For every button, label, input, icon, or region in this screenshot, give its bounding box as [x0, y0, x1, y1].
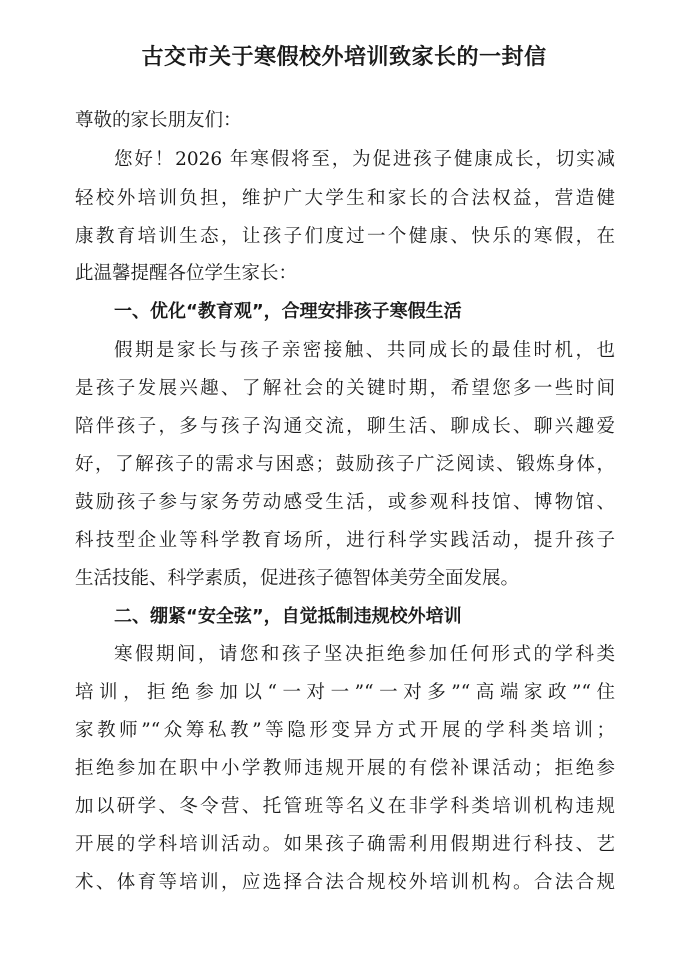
- document-title: 古交市关于寒假校外培训致家长的一封信: [141, 44, 547, 70]
- section-2-heading: 二、绷紧“安全弦”，自觉抵制违规校外培训: [114, 606, 462, 627]
- intro-line-2: 轻校外培训负担，维护广大学生和家长的合法权益，营造健: [75, 188, 615, 209]
- intro-line-3: 康教育培训生态，让孩子们度过一个健康、快乐的寒假，在: [75, 226, 615, 247]
- section-1-line-3: 陪伴孩子，多与孩子沟通交流，聊生活、聊成长、聊兴趣爱: [75, 416, 615, 437]
- salutation: 尊敬的家长朋友们：: [75, 110, 242, 131]
- section-1-line-7: 生活技能、科学素质，促进孩子德智体美劳全面发展。: [75, 568, 520, 589]
- section-2-line-7: 术、体育等培训，应选择合法合规校外培训机构。合法合规: [75, 872, 615, 893]
- section-1-line-4: 好，了解孩子的需求与困惑；鼓励孩子广泛阅读、锻炼身体，: [75, 454, 615, 475]
- section-2-line-6: 开展的学科培训活动。如果孩子确需利用假期进行科技、艺: [75, 834, 615, 855]
- section-1-line-5: 鼓励孩子参与家务劳动感受生活，或参观科技馆、博物馆、: [75, 492, 615, 513]
- section-1-line-2: 是孩子发展兴趣、了解社会的关键时期，希望您多一些时间: [75, 378, 615, 399]
- section-1-heading: 一、优化“教育观”，合理安排孩子寒假生活: [114, 301, 462, 322]
- section-2-line-5: 加以研学、冬令营、托管班等名义在非学科类培训机构违规: [75, 796, 615, 817]
- section-2-line-2: 培训，拒绝参加以“一对一”“一对多”“高端家政”“住: [75, 682, 615, 703]
- intro-line-4: 此温馨提醒各位学生家长：: [75, 263, 298, 284]
- section-1-line-6: 科技型企业等科学教育场所，进行科学实践活动，提升孩子: [75, 530, 615, 551]
- section-2-line-1: 寒假期间，请您和孩子坚决拒绝参加任何形式的学科类: [114, 644, 615, 665]
- intro-line-1: 您好！2026 年寒假将至，为促进孩子健康成长，切实减: [114, 149, 615, 170]
- section-2-line-3: 家教师”“众筹私教”等隐形变异方式开展的学科类培训；: [75, 720, 615, 741]
- section-1-line-1: 假期是家长与孩子亲密接触、共同成长的最佳时机，也: [114, 340, 615, 361]
- section-2-line-4: 拒绝参加在职中小学教师违规开展的有偿补课活动；拒绝参: [75, 758, 615, 779]
